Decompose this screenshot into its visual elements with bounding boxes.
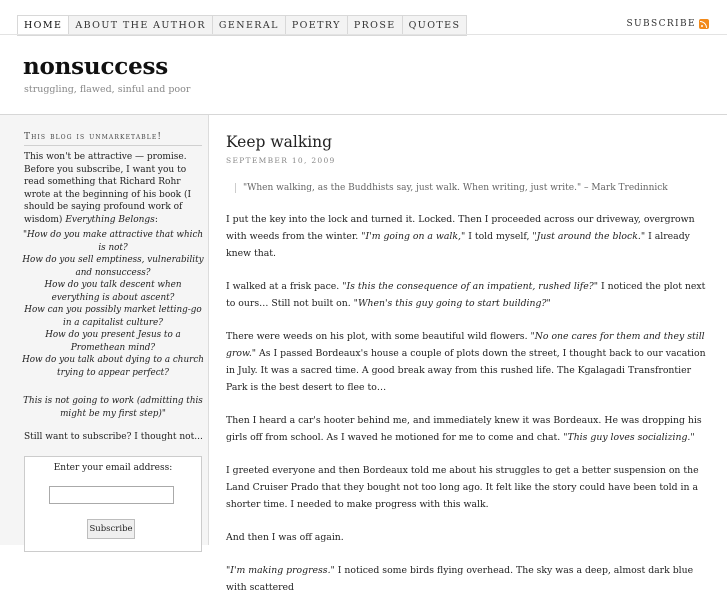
email-label: Enter your email address: — [53, 463, 173, 473]
nav-home[interactable]: HOME — [18, 16, 69, 35]
text: Then I heard a car's hooter behind me, and immediately knew it was Bordeaux. He was dropping his girls off from school. As I waved he motioned for me to come and chat. — [226, 415, 702, 443]
subscribe-button[interactable]: Subscribe — [87, 519, 135, 539]
main-nav — [17, 15, 467, 36]
subscribe-form — [24, 456, 202, 552]
post-paragraph: And then I was off again. — [226, 532, 344, 543]
text: There were weeds on his plot, with some beautiful wild flowers. — [226, 331, 531, 342]
text: I put the key into the lock and turned it. Locked. Then I proceeded across our driveway, overgrown with weeds from the winter. — [226, 214, 695, 242]
rss-icon[interactable] — [699, 19, 709, 29]
post-paragraph — [226, 562, 709, 596]
post-body — [226, 211, 709, 612]
sidebar-intro-text: This won't be attractive — promise. Before you subscribe, I want you to read something that Richard Rohr wrote at the beginning of his book (I should be saying profound work of wisdom) — [24, 152, 192, 225]
sidebar-divider — [24, 145, 202, 146]
italic-text: "When's this guy going to start building?" — [353, 298, 551, 309]
text: I already knew that. — [226, 231, 690, 259]
sidebar-intro-book: Everything Belongs — [65, 214, 155, 225]
text: I noticed the plot next to ours… Still not built on. — [226, 281, 706, 309]
site-title[interactable]: nonsuccess — [23, 53, 168, 80]
site-tagline: struggling, flawed, sinful and poor — [24, 84, 191, 95]
italic-text: "This guy loves socializing." — [563, 432, 695, 443]
nav-divider — [0, 34, 727, 35]
sidebar-heading: This blog is unmarketable! — [24, 132, 163, 142]
italic-text: "Is this the consequence of an impatient, rushed life?" — [342, 281, 599, 292]
post-paragraph: I greeted everyone and then Bordeaux told me about his struggles to get a better suspension on the Land Cruiser Prado that they bought not too long ago. It felt like the story could have been told in a shorter time. I needed to make progress with this walk. — [226, 465, 699, 510]
sidebar-intro — [24, 151, 204, 226]
post-paragraph — [226, 328, 709, 396]
email-field[interactable] — [49, 486, 174, 504]
sidebar-intro-end: : — [154, 214, 158, 225]
nav-prose[interactable]: PROSE — [348, 16, 403, 35]
text: I told myself, — [465, 231, 533, 242]
sidebar-still-want: Still want to subscribe? I thought not... — [24, 432, 203, 442]
sidebar-quote: How can you possibly market letting-go in a capitalist culture? — [24, 305, 202, 328]
nav-poetry[interactable]: POETRY — [286, 16, 348, 35]
post-blockquote: "When walking, as the Buddhists say, just walk. When writing, just write." – Mark Tredinnick — [235, 183, 668, 193]
post-paragraph — [226, 412, 709, 446]
post-date: SEPTEMBER 10, 2009 — [226, 156, 336, 165]
sidebar-quote: How do you talk about dying to a church trying to appear perfect? — [22, 355, 204, 378]
sidebar-quotes — [20, 229, 206, 379]
nav-quotes[interactable]: QUOTES — [408, 20, 461, 31]
sidebar-quote: How do you talk descent when everything is about ascent? — [44, 280, 182, 303]
italic-text: "I'm going on a walk," — [361, 231, 466, 242]
post-paragraph — [226, 278, 709, 312]
post-paragraph — [226, 211, 709, 262]
italic-text: "No one cares for them and they still grow." — [226, 331, 705, 359]
sidebar — [0, 115, 209, 545]
nav-general[interactable]: GENERAL — [213, 16, 286, 35]
sidebar-quote: How do you sell emptiness, vulnerability and nonsuccess? — [22, 255, 204, 278]
text: I walked at a frisk pace. — [226, 281, 343, 292]
italic-text: "I'm making progress." — [226, 565, 335, 576]
sidebar-quote: How do you present Jesus to a Promethean mind? — [45, 330, 181, 353]
subscribe-label: SUBSCRIBE — [626, 19, 696, 29]
subscribe-link[interactable] — [626, 19, 709, 29]
italic-text: "Just around the block." — [532, 231, 646, 242]
nav-about-the-author[interactable]: ABOUT THE AUTHOR — [69, 16, 213, 35]
sidebar-closing: This is not going to work (admitting this might be my first step)" — [23, 396, 203, 419]
post-title[interactable]: Keep walking — [226, 133, 333, 151]
text: As I passed Bordeaux's house a couple of plots down the street, I thought back to our vacation in July. It was a sacred time. A good break away from this rushed life. The Kgalagadi Transfrontier Park is the best desert to flee to… — [226, 348, 706, 393]
text: I noticed some birds flying overhead. The sky was a deep, almost dark blue with scattered — [226, 565, 694, 593]
sidebar-quote: "How do you make attractive that which is not? — [22, 230, 204, 253]
